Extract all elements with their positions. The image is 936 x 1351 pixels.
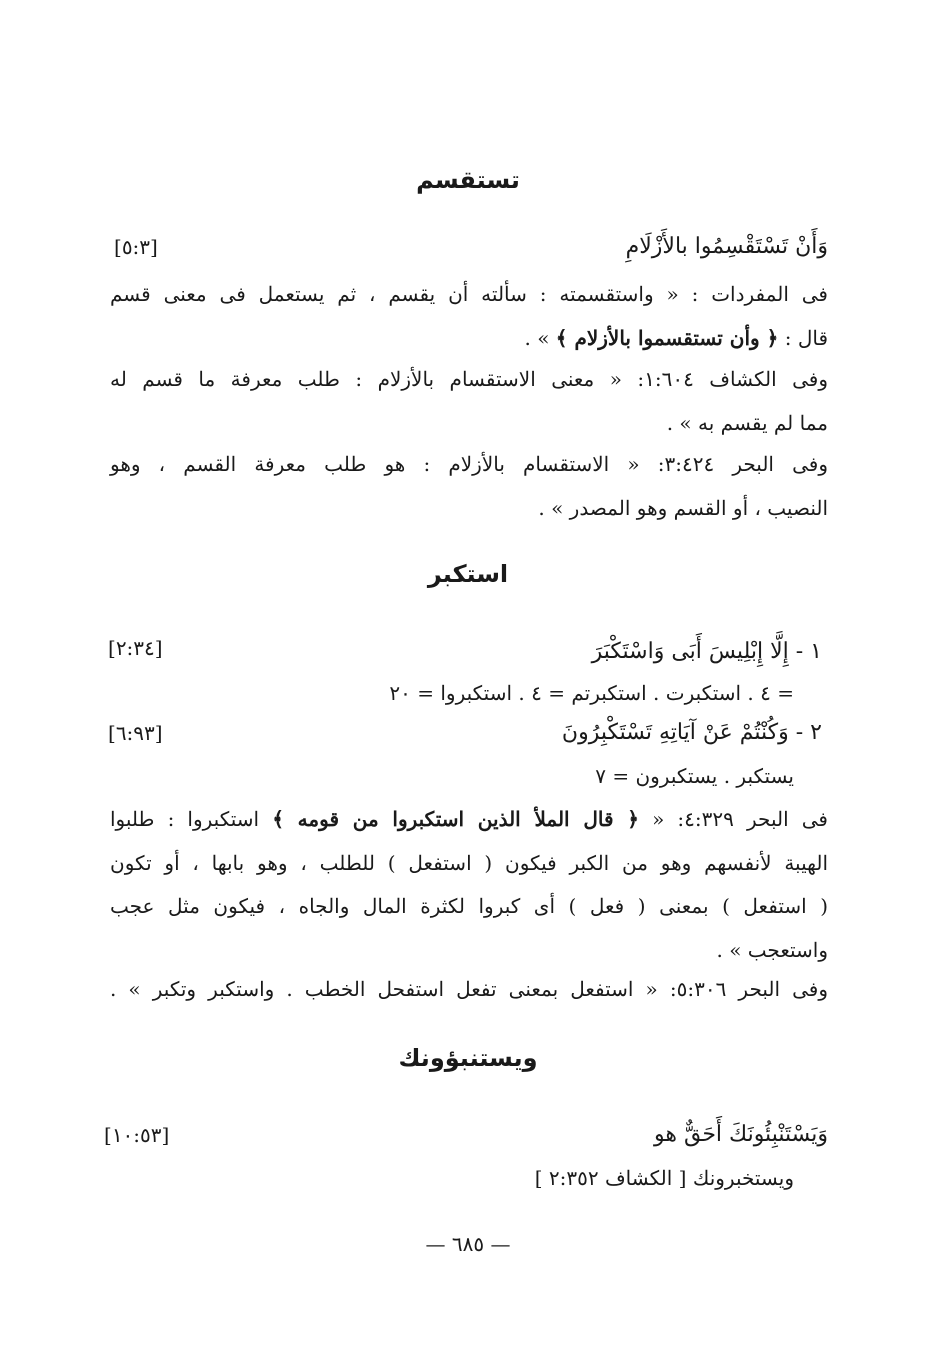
verse-text: ١ - إِلَّا إِبْلِيسَ أَبَى وَاسْتَكْبَرَ	[591, 639, 822, 664]
verse-reference: [٢:٣٤]	[108, 636, 163, 660]
occurrence-counts: = ٤ . استكبرت . استكبرتم = ٤ . استكبروا = ٢٠	[389, 681, 794, 705]
commentary-note: ويستخبرونك [ الكشاف ٢:٣٥٢ ]	[534, 1166, 794, 1190]
verse-reference: [٥:٣]	[114, 235, 158, 259]
verse-reference: [٦:٩٣]	[108, 721, 163, 745]
paragraph-line: فى البحر ٤:٣٢٩: « ﴿ قال الملأ الذين استكبروا من قومه ﴾ استكبروا : طلبوا	[110, 807, 828, 831]
paragraph-line: قال : ﴿ وأن تستقسموا بالأزلام ﴾ » .	[524, 326, 828, 350]
section-title-yastanbiunaka: ويستنبؤونك	[398, 1044, 538, 1072]
paragraph-line: الهيبة لأنفسهم وهو من الكبر فيكون ( استفعل ) للطلب ، وهو بابها ، أو تكون	[110, 851, 828, 875]
paragraph-line: فى المفردات : « واستقسمته : سألته أن يقسم ، ثم يستعمل فى معنى قسم	[110, 282, 828, 306]
section-title-tastaqsimu: تستقسم	[416, 166, 520, 194]
verse-text: وَيَسْتَنْبِئُونَكَ أَحَقٌّ هو	[654, 1122, 828, 1147]
page-number: — ٦٨٥ —	[425, 1232, 511, 1256]
paragraph-line: مما لم يقسم به » .	[666, 411, 828, 435]
paragraph-line: وفى الكشاف ١:٦٠٤: « معنى الاستقسام بالأزلام : طلب معرفة ما قسم له	[110, 367, 828, 391]
paragraph-line: وفى البحر ٣:٤٢٤: « الاستقسام بالأزلام : هو طلب معرفة القسم ، وهو	[110, 452, 829, 476]
section-title-istakbara: استكبر	[427, 560, 509, 588]
paragraph-line: النصيب ، أو القسم وهو المصدر » .	[538, 496, 828, 520]
paragraph-line: ( استفعل ) بمعنى ( فعل ) أى كبروا لكثرة المال والجاه ، فيكون مثل عجب	[110, 894, 828, 918]
verse-text: ٢ - وَكُنْتُمْ عَنْ آيَاتِهِ تَسْتَكْبِرُونَ	[561, 720, 822, 745]
quran-quote: ﴿ وأن تستقسموا بالأزلام ﴾	[555, 326, 779, 350]
occurrence-counts: يستكبر . يستكبرون = ٧	[595, 764, 794, 788]
quran-quote: ﴿ قال الملأ الذين استكبروا من قومه ﴾	[272, 807, 639, 831]
verse-text: وَأَنْ تَسْتَقْسِمُوا بالأَزْلَامِ	[625, 234, 828, 259]
verse-reference: [١٠:٥٣]	[104, 1123, 170, 1147]
paragraph-line: وفى البحر ٥:٣٠٦: « استفعل بمعنى تفعل استفحل الخطب . واستكبر وتكبر » .	[110, 977, 829, 1001]
paragraph-line: واستعجب » .	[716, 938, 828, 962]
